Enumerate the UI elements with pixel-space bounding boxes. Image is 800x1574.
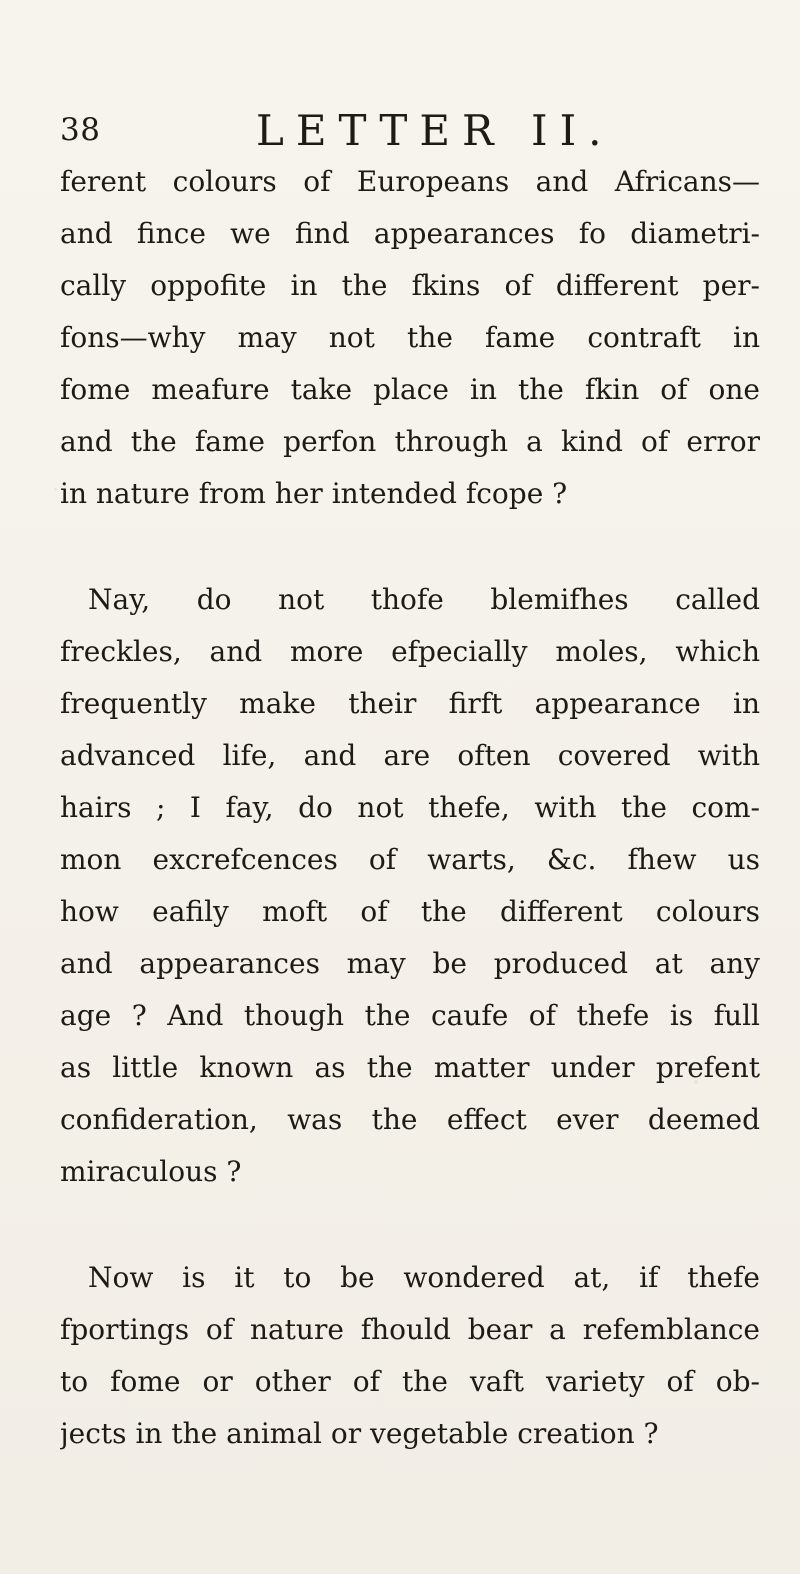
text-line: age ? And though the caufe of thefe is full xyxy=(60,1002,760,1032)
text-line: to fome or other of the vaft variety of ob- xyxy=(60,1368,760,1398)
text-line: jects in the animal or vegetable creation ? xyxy=(60,1420,659,1450)
paper-speck xyxy=(54,488,57,491)
running-head xyxy=(60,106,760,162)
text-line: Nay, do not thofe blemifhes called xyxy=(88,586,760,616)
text-line: and the fame perfon through a kind of error xyxy=(60,428,760,458)
text-line: and fince we find appearances fo diametri- xyxy=(60,220,760,250)
paragraph-2 xyxy=(60,586,760,1210)
text-line: fons—why may not the fame contraft in xyxy=(60,324,760,354)
page-title: LETTER II. xyxy=(256,106,614,155)
body-text xyxy=(60,168,760,1472)
text-line: ferent colours of Europeans and Africans— xyxy=(60,168,760,198)
paragraph-3 xyxy=(60,1264,760,1472)
text-line: miraculous ? xyxy=(60,1158,242,1188)
text-line: freckles, and more efpecially moles, which xyxy=(60,638,760,668)
text-line: hairs ; I fay, do not thefe, with the com- xyxy=(60,794,760,824)
text-line: confideration, was the effect ever deemed xyxy=(60,1106,760,1136)
text-line: and appearances may be produced at any xyxy=(60,950,760,980)
text-line: cally oppofite in the fkins of different per- xyxy=(60,272,760,302)
page-number: 38 xyxy=(60,112,101,148)
text-line: as little known as the matter under prefent xyxy=(60,1054,760,1084)
text-line: Now is it to be wondered at, if thefe xyxy=(88,1264,760,1294)
text-line: frequently make their firft appearance in xyxy=(60,690,760,720)
text-line: fome meafure take place in the fkin of one xyxy=(60,376,760,406)
text-line: in nature from her intended fcope ? xyxy=(60,480,568,510)
text-line: how eafily moft of the different colours xyxy=(60,898,760,928)
text-line: fportings of nature fhould bear a refemblance xyxy=(60,1316,760,1346)
text-line: advanced life, and are often covered with xyxy=(60,742,760,772)
text-line: mon excrefcences of warts, &c. fhew us xyxy=(60,846,760,876)
paragraph-1 xyxy=(60,168,760,532)
